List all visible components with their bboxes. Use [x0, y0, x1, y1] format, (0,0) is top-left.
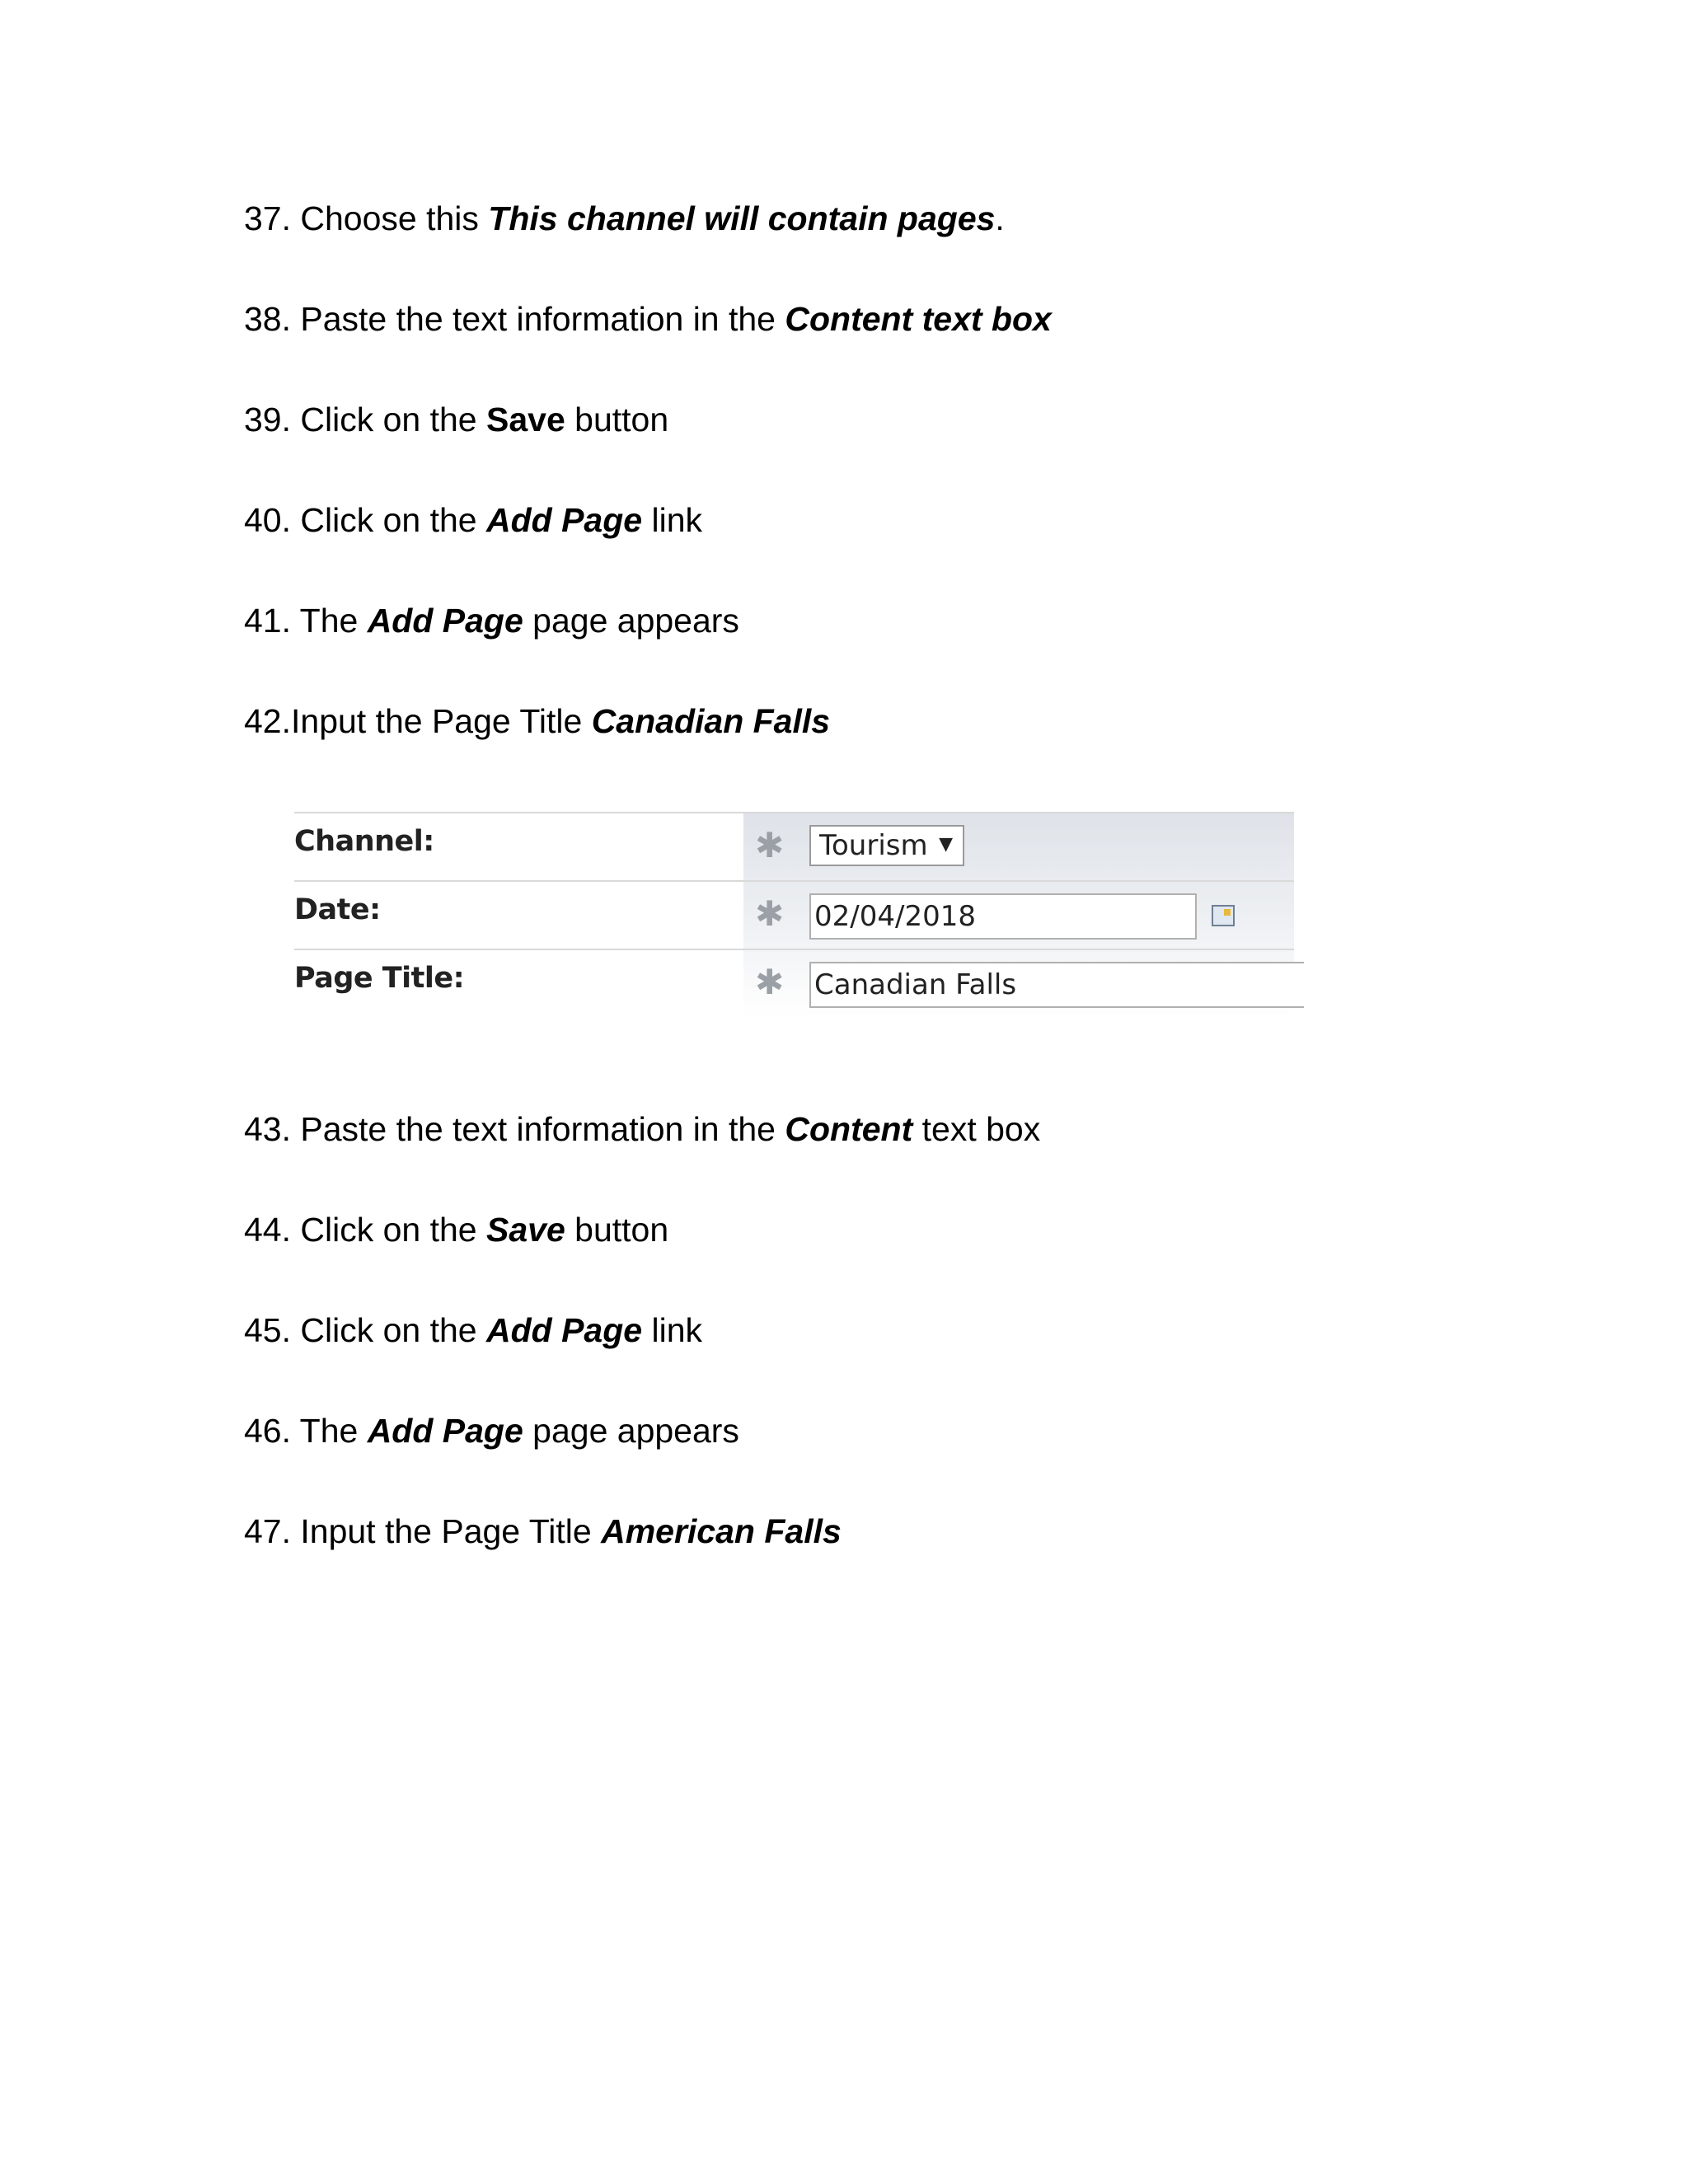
step-37: 37. Choose this This channel will contain pages. — [244, 199, 1005, 237]
date-row — [294, 880, 1294, 949]
step-41-emphasis: Add Page — [367, 602, 523, 640]
step-41: 41. The Add Page page appears — [244, 602, 739, 640]
asterisk-icon: ✱ — [755, 893, 785, 934]
channel-select-value: Tourism — [819, 829, 928, 862]
step-39-emphasis: Save — [486, 401, 565, 438]
step-45: 45. Click on the Add Page link — [244, 1311, 703, 1349]
step-43-emphasis: Content — [785, 1110, 913, 1148]
step-46: 46. The Add Page page appears — [244, 1412, 739, 1450]
date-label: Date: — [294, 893, 381, 926]
page-title-row — [294, 949, 1294, 1017]
page-title-input[interactable]: Canadian Falls — [809, 962, 1304, 1008]
channel-select[interactable] — [809, 825, 964, 866]
channel-row — [294, 812, 1294, 880]
add-page-form-screenshot — [294, 812, 1294, 1018]
channel-label: Channel: — [294, 825, 434, 858]
step-45-emphasis: Add Page — [486, 1311, 643, 1349]
step-39: 39. Click on the Save button — [244, 401, 669, 438]
step-44-emphasis: Save — [486, 1211, 565, 1249]
date-input[interactable]: 02/04/2018 — [809, 893, 1197, 940]
asterisk-icon: ✱ — [755, 825, 785, 865]
page-title-label: Page Title: — [294, 962, 465, 995]
step-46-emphasis: Add Page — [367, 1412, 523, 1450]
step-42: 42.Input the Page Title Canadian Falls — [244, 702, 831, 740]
step-47-emphasis: American Falls — [601, 1512, 842, 1550]
step-43: 43. Paste the text information in the Content text box — [244, 1110, 1041, 1148]
asterisk-icon: ✱ — [755, 962, 785, 1002]
step-47: 47. Input the Page Title American Falls — [244, 1512, 842, 1550]
step-42-emphasis: Canadian Falls — [591, 702, 831, 740]
chevron-down-icon: ▼ — [939, 834, 953, 855]
step-40-emphasis: Add Page — [486, 501, 643, 539]
step-38: 38. Paste the text information in the Content text box — [244, 300, 1052, 338]
step-37-emphasis: This channel will contain pages — [488, 199, 996, 237]
step-44: 44. Click on the Save button — [244, 1211, 669, 1249]
step-40: 40. Click on the Add Page link — [244, 501, 703, 539]
step-38-emphasis: Content text box — [785, 300, 1052, 338]
calendar-icon[interactable] — [1212, 905, 1235, 926]
